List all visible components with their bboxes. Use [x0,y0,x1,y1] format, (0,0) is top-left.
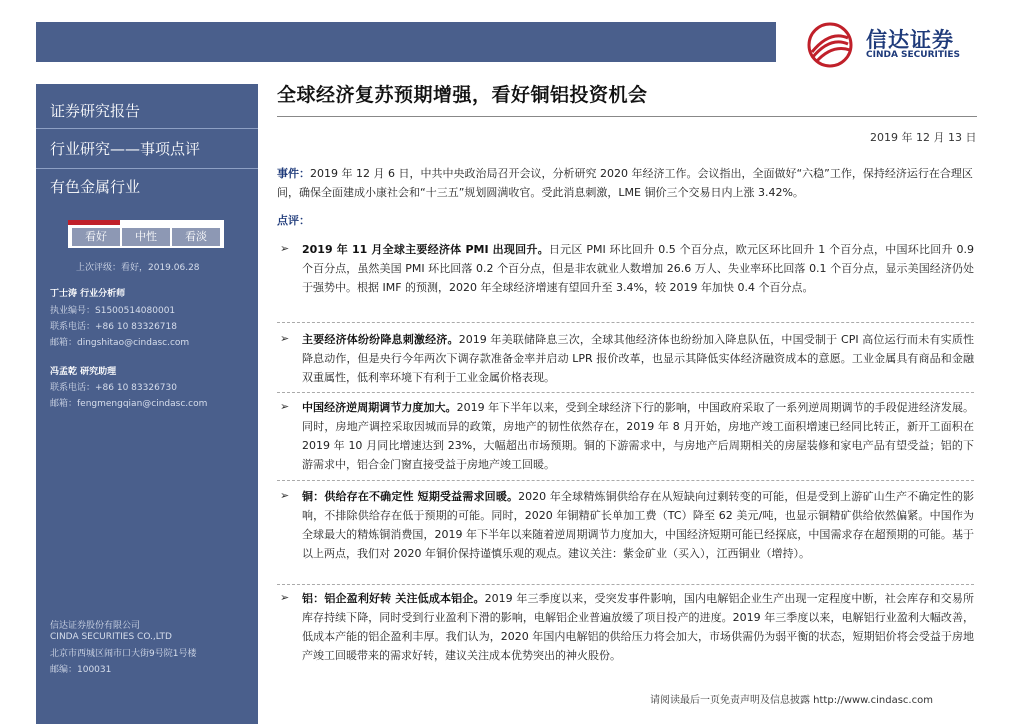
rating-neutral: 中性 [122,228,170,246]
event-paragraph [277,164,974,202]
point-text: 2020 年全球精炼铜供给存在从短缺向过剩转变的可能，但是受到上游矿山生产不确定性的影响，不排除供给存在低于预期的可能。同时，2020 年铜精矿长单加工费（TC）降至 62 美元/吨，也显示铜精矿供给依然偏紧。中国作为全球最大的精炼铜消费国，2019 年下半年以来随着逆周期调节力度加大，中国经济短期可能已经探底，中国需求存在超预期的可能。基于以上两点，我们对 2020 年铜价保持谨慎乐观的观点。建议关注：紫金矿业（买入），江西铜业（增持）。 [302,490,974,560]
bullet-icon: ➢ [280,489,290,502]
report-date: 2019 年 12 月 13 日 [870,131,977,144]
analyst2-email: 邮箱：fengmengqian@cindasc.com [50,399,208,409]
analyst1-email: 邮箱：dingshitao@cindasc.com [50,338,190,348]
divider [277,480,974,481]
analyst1-name: 丁士涛 行业分析师 [50,289,126,299]
point-copper [302,487,974,563]
company-name-cn: 信达证券股份有限公司 [50,621,141,631]
event-text: 2019 年 12 月 6 日，中共中央政治局召开会议，分析研究 2020 年经济工作。会议指出，全面做好“六稳”工作，保持经济运行在合理区间，确保全面建成小康社会和“十三五”规划圆满收官。受此消息刺激，LME 铜价三个交易日内上涨 3.42%。 [277,167,973,199]
point-rate-cut [302,330,974,387]
report-type: 证券研究报告 [50,102,141,120]
analyst1-cert: 执业编号：S1500514080001 [50,306,176,316]
company-name-en: CINDA SECURITIES CO.,LTD [50,632,172,642]
analyst1-phone: 联系电话：+86 10 83326718 [50,322,177,332]
last-rating: 上次评级：看好，2019.06.28 [76,263,200,273]
header-bar [36,22,776,62]
bullet-icon: ➢ [280,591,290,604]
bullet-icon: ➢ [280,332,290,345]
divider [277,584,974,585]
point-aluminum [302,589,974,665]
bullet-icon: ➢ [280,242,290,255]
point-lead: 铜：供给存在不确定性 短期受益需求回暖。 [302,490,519,503]
divider [36,168,258,169]
point-text: 2019 年三季度以来，受突发事件影响，国内电解铝企业生产出现一定程度中断，社会库存和交易所库存持续下降，同时受到行业盈利下滑的影响，电解铝企业普遍放缓了项目投产的进度。2019 年三季度以来，电解铝行业盈利大幅改善，低成本产能的铝企盈利丰厚。我们认为，2020 年国内电解铝的供给压力将会加大，市场供需仍为弱平衡的状态，短期铝价将会受益于房地产竣工回暖带来的需求好转，建议关注成本优势突出的神火股份。 [302,592,974,662]
rating-positive: 看好 [72,228,120,246]
divider [277,392,974,393]
analyst2-name: 冯孟乾 研究助理 [50,367,117,377]
logo-text-cn: 信达证券 [866,28,954,52]
analyst2-phone: 联系电话：+86 10 83326730 [50,383,177,393]
comment-label: 点评： [277,214,310,227]
industry-name: 有色金属行业 [50,178,141,196]
report-category: 行业研究——事项点评 [50,140,201,158]
rating-negative: 看淡 [172,228,220,246]
company-address: 北京市西城区闹市口大街9号院1号楼 [50,649,197,659]
rating-indicator [68,220,120,225]
logo-text-en: CINDA SECURITIES [866,50,960,60]
point-lead: 主要经济体纷纷降息刺激经济。 [302,333,459,346]
point-lead: 2019 年 11 月全球主要经济体 PMI 出现回升。 [302,243,549,256]
company-zip: 邮编：100031 [50,665,112,675]
divider [36,128,258,129]
point-lead: 铝：铝企盈利好转 关注低成本铝企。 [302,592,485,605]
page-title: 全球经济复苏预期增强，看好铜铝投资机会 [277,84,648,106]
footer-disclaimer: 请阅读最后一页免责声明及信息披露 http://www.cindasc.com [650,695,933,706]
point-text: 2019 年美联储降息三次，全球其他经济体也纷纷加入降息队伍，中国受制于 CPI 高位运行而未有实质性降息动作，但是央行今年两次下调存款准备金率并启动 LPR 报价改革，也显示其降低实体经济融资成本的意愿。工业金属具有商品和金融双重属性，低利率环境下有利于工业金属价格表现。 [302,333,975,384]
divider [277,322,974,323]
sidebar [36,84,258,724]
bullet-icon: ➢ [280,400,290,413]
title-divider [277,116,977,117]
point-pmi [302,240,974,297]
point-text: 日元区 PMI 环比回升 0.5 个百分点，欧元区环比回升 1 个百分点，中国环比回升 0.9 个百分点，虽然美国 PMI 环比回落 0.2 个百分点，但是非农就业人数增加 26.6 万人、失业率环比回落 0.1 个百分点，显示美国经济仍处于强势中。根据 IMF 的预测，2020 年全球经济增速有望回升至 3.4%，较 2019 年加快 0.4 个百分点。 [302,243,974,294]
point-text: 2019 年下半年以来，受到全球经济下行的影响，中国政府采取了一系列逆周期调节的手段促进经济发展。同时，房地产调控采取因城而异的政策，房地产的韧性依然存在，2019 年 8 月开始，房地产竣工面积增速已经同比转正，新开工面积在 2019 年 10 月同比增速达到 23%，大幅超出市场预期。铜的下游需求中，与房地产后周期相关的房屋装修和家电产品有望受益；铝的下游需求中，铝合金门窗直接受益于房地产竣工回暖。 [302,401,974,471]
rating-scale [68,220,224,248]
point-countercyclical [302,398,974,474]
event-label: 事件： [277,167,310,180]
point-lead: 中国经济逆周期调节力度加大。 [302,401,457,414]
